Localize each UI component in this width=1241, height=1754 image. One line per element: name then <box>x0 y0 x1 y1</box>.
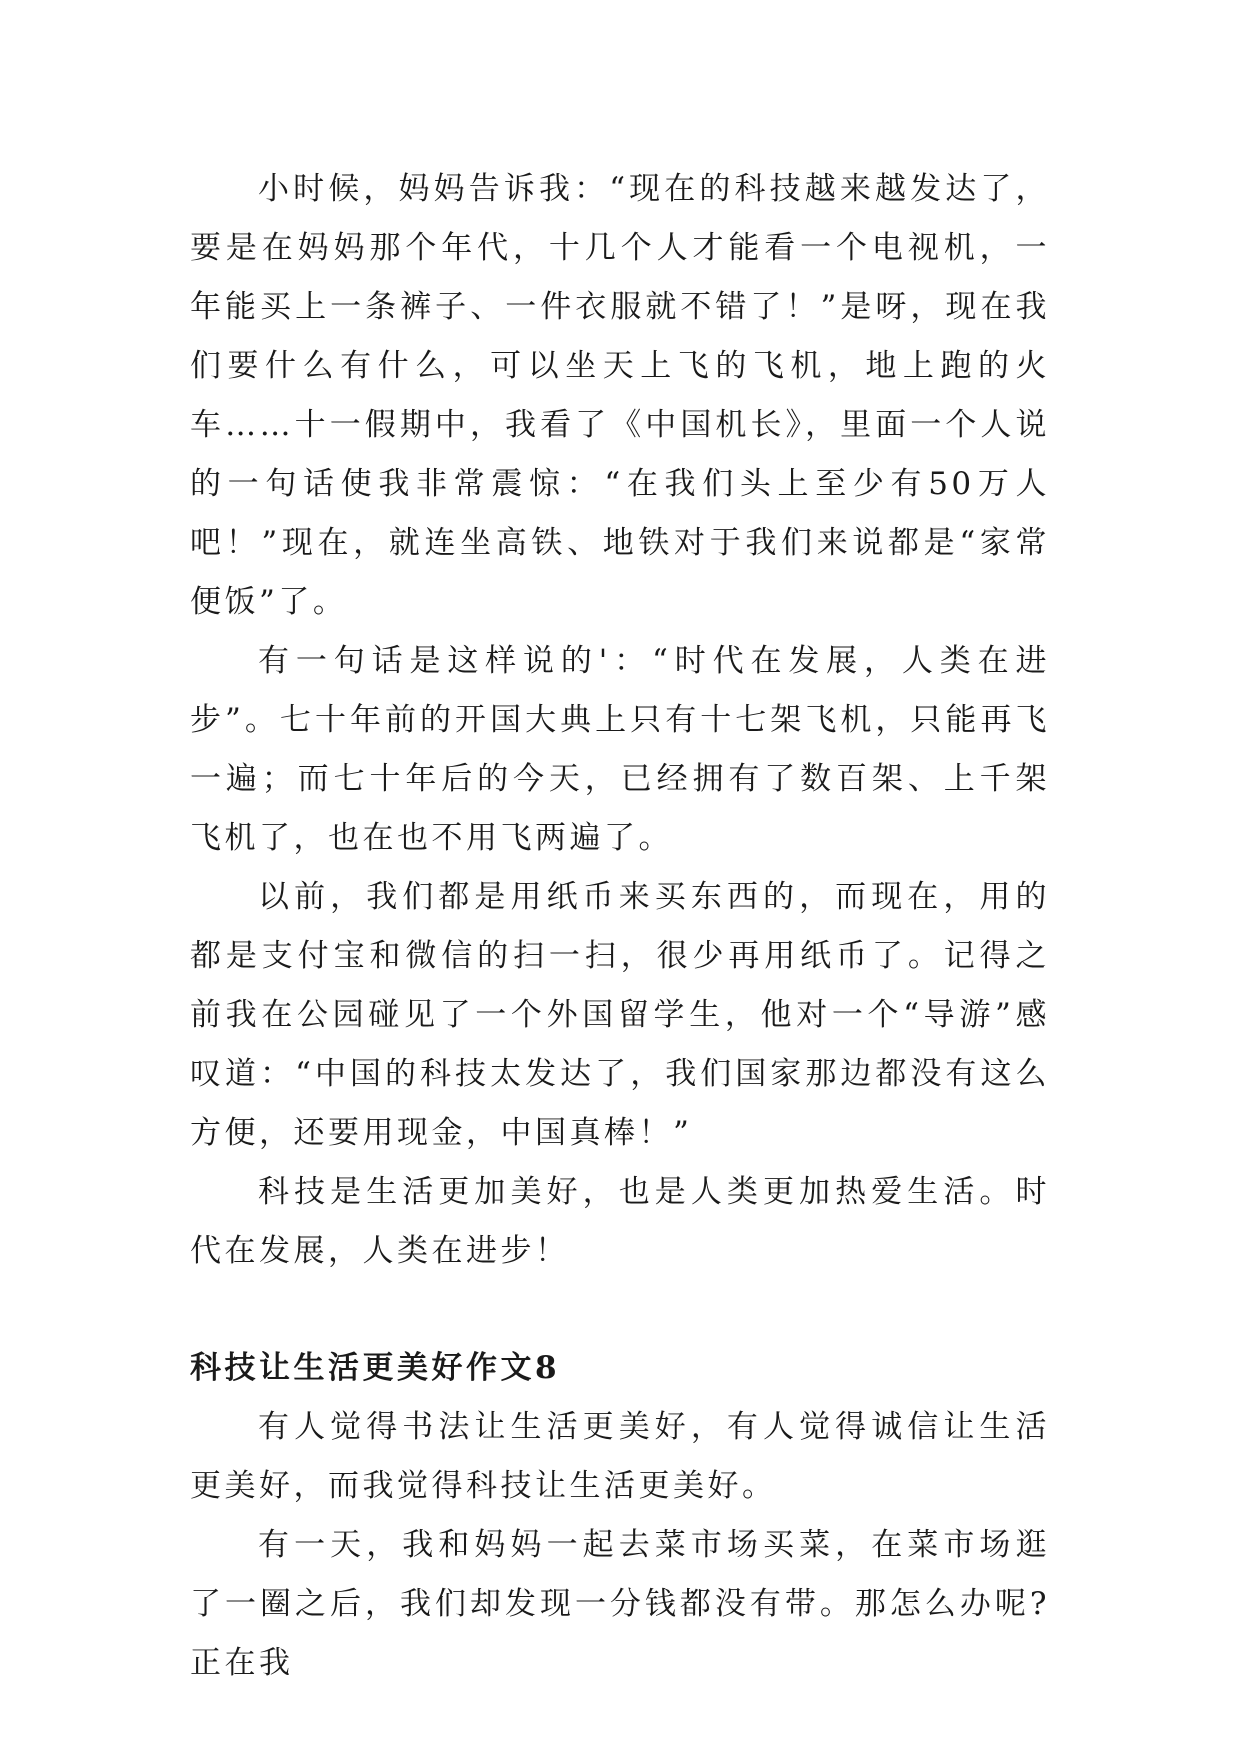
paragraph-conclusion: 科技是生活更加美好，也是人类更加热爱生活。时代在发展，人类在进步！ <box>190 1174 1050 1269</box>
paragraph-mobile-payment: 以前，我们都是用纸币来买东西的，而现在，用的都是支付宝和微信的扫一扫，很少再用纸币了。记得之前我在公园碰见了一个外国留学生，他对一个“导游”感叹道：“中国的科技太发达了，我们国家那边都没有这么方便，还要用现金，中国真棒！” <box>190 879 1050 1151</box>
paragraph-market-story: 有一天，我和妈妈一起去菜市场买菜，在菜市场逛了一圈之后，我们却发现一分钱都没有带。那怎么办呢?正在我 <box>190 1527 1050 1681</box>
paragraph-era-progress: 有一句话是这样说的'：“时代在发展，人类在进步”。七十年前的开国大典上只有十七架飞机，只能再飞一遍；而七十年后的今天，已经拥有了数百架、上千架飞机了，也在也不用飞两遍了。 <box>190 643 1050 856</box>
paragraph-childhood-memory: 小时候，妈妈告诉我：“现在的科技越来越发达了，要是在妈妈那个年代，十几个人才能看一个电视机，一年能买上一条裤子、一件衣服就不错了！”是呀，现在我们要什么有什么，可以坐天上飞的飞机，地上跑的火车……十一假期中，我看了《中国机长》，里面一个人说的一句话使我非常震惊：“在我们头上至少有50万人吧！”现在，就连坐高铁、地铁对于我们来说都是“家常便饭”了。 <box>190 171 1050 620</box>
document-page <box>190 160 1050 1693</box>
section-title: 科技让生活更美好作文8 <box>190 1350 561 1386</box>
paragraph-intro: 有人觉得书法让生活更美好，有人觉得诚信让生活更美好，而我觉得科技让生活更美好。 <box>190 1409 1050 1504</box>
